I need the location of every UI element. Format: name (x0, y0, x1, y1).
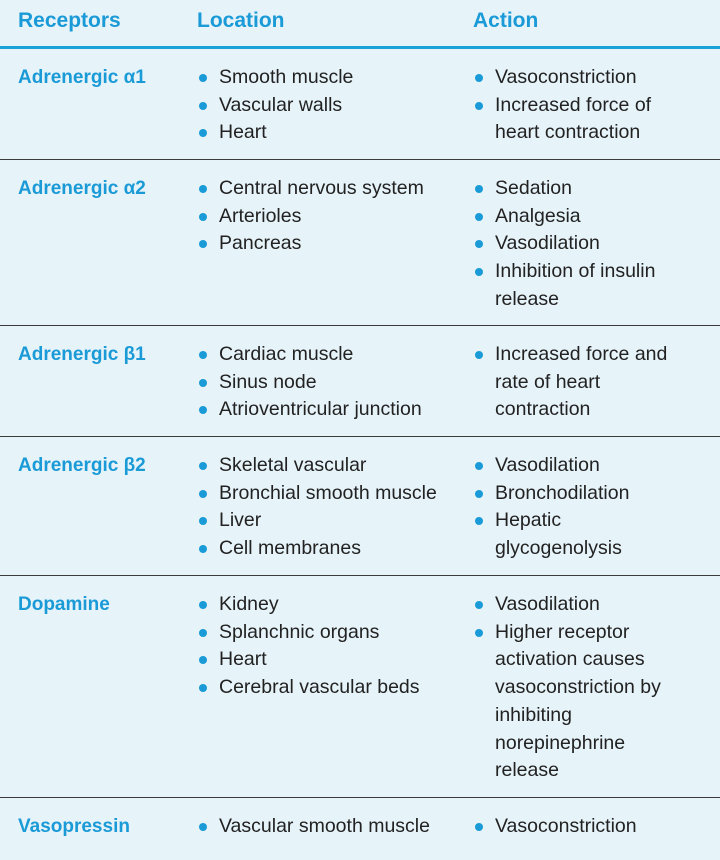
bullet-icon (475, 823, 483, 831)
bullet-icon (475, 185, 483, 193)
list-item (473, 203, 693, 231)
location-item: Cardiac muscle (219, 343, 354, 365)
action-item: Inhibition of insulin release (495, 260, 656, 310)
header-receptors: Receptors (18, 9, 121, 32)
list-item (197, 203, 467, 231)
list-item (197, 119, 467, 147)
location-item: Pancreas (219, 232, 302, 255)
list-item (197, 64, 467, 92)
list-item (197, 480, 467, 508)
bullet-icon (199, 102, 207, 110)
location-list (197, 175, 467, 258)
list-item (197, 341, 467, 369)
action-item: Vasodilation (495, 454, 600, 476)
receptor-name: Adrenergic α1 (18, 67, 146, 88)
location-item: Cell membranes (219, 537, 361, 560)
bullet-icon (199, 656, 207, 664)
bullet-icon (475, 240, 483, 248)
list-item (197, 230, 467, 258)
bullet-icon (475, 213, 483, 221)
table-body (0, 49, 720, 858)
action-item: Sedation (495, 177, 572, 199)
bullet-icon (199, 490, 207, 498)
bullet-icon (475, 490, 483, 498)
action-item: Hepatic glycogenolysis (495, 509, 622, 560)
action-item: Bronchodilation (495, 481, 630, 504)
bullet-icon (199, 684, 207, 692)
location-item: Heart (219, 648, 267, 671)
location-item: Vascular walls (219, 93, 343, 116)
list-item (197, 535, 467, 563)
bullet-icon (199, 351, 207, 359)
table-row (0, 437, 720, 576)
list-item (473, 341, 693, 424)
list-item (197, 92, 467, 120)
bullet-icon (199, 240, 207, 248)
action-item: Vasoconstriction (495, 815, 637, 837)
table-header (0, 0, 720, 49)
location-item: Sinus node (219, 370, 317, 393)
list-item (197, 396, 467, 424)
list-item (197, 175, 467, 203)
list-item (473, 258, 693, 313)
bullet-icon (199, 545, 207, 553)
action-item: Higher receptor activation causes vasoconstriction by inhibiting norepinephrine release (495, 620, 661, 782)
location-item: Cerebral vascular beds (219, 676, 420, 699)
list-item (197, 452, 467, 480)
bullet-icon (475, 462, 483, 470)
action-item: Vasodilation (495, 593, 600, 615)
bullet-icon (199, 213, 207, 221)
action-item: Analgesia (495, 204, 581, 227)
action-list (473, 341, 693, 424)
bullet-icon (475, 517, 483, 525)
table-row (0, 798, 720, 858)
bullet-icon (475, 74, 483, 82)
list-item (197, 591, 467, 619)
location-item: Kidney (219, 593, 279, 615)
receptor-name: Vasopressin (18, 816, 130, 837)
list-item (473, 64, 693, 92)
bullet-icon (475, 268, 483, 276)
action-list (473, 813, 693, 841)
location-item: Liver (219, 509, 262, 532)
bullet-icon (475, 601, 483, 609)
list-item (473, 452, 693, 480)
action-item: Vasodilation (495, 232, 600, 255)
bullet-icon (199, 823, 207, 831)
list-item (473, 813, 693, 841)
action-list (473, 175, 693, 314)
header-action: Action (473, 9, 539, 32)
header-location: Location (197, 9, 285, 32)
location-list (197, 813, 467, 841)
bullet-icon (475, 351, 483, 359)
bullet-icon (199, 517, 207, 525)
action-list (473, 452, 693, 563)
location-item: Smooth muscle (219, 66, 354, 88)
location-item: Heart (219, 121, 267, 144)
location-item: Bronchial smooth muscle (219, 481, 437, 504)
bullet-icon (475, 102, 483, 110)
list-item (197, 619, 467, 647)
bullet-icon (475, 629, 483, 637)
receptor-name: Adrenergic β2 (18, 455, 146, 476)
receptor-name: Dopamine (18, 594, 110, 615)
list-item (473, 230, 693, 258)
list-item (197, 369, 467, 397)
location-list (197, 452, 467, 563)
table-row (0, 49, 720, 160)
bullet-icon (199, 601, 207, 609)
receptor-name: Adrenergic α2 (18, 178, 146, 199)
list-item (473, 175, 693, 203)
location-list (197, 591, 467, 702)
table-row (0, 326, 720, 437)
list-item (473, 92, 693, 147)
location-item: Vascular smooth muscle (219, 815, 430, 837)
location-item: Atrioventricular junction (219, 398, 422, 421)
bullet-icon (199, 462, 207, 470)
bullet-icon (199, 74, 207, 82)
location-item: Central nervous system (219, 177, 424, 199)
bullet-icon (199, 379, 207, 387)
location-list (197, 341, 467, 424)
location-item: Splanchnic organs (219, 620, 380, 643)
action-list (473, 591, 693, 785)
location-list (197, 64, 467, 147)
list-item (197, 646, 467, 674)
bullet-icon (199, 629, 207, 637)
list-item (473, 591, 693, 619)
action-item: Increased force of heart contraction (495, 93, 652, 144)
bullet-icon (199, 406, 207, 414)
receptor-name: Adrenergic β1 (18, 344, 146, 365)
list-item (197, 813, 467, 841)
location-item: Skeletal vascular (219, 454, 367, 476)
bullet-icon (199, 185, 207, 193)
table-row (0, 160, 720, 326)
action-item: Vasoconstriction (495, 66, 637, 88)
location-item: Arterioles (219, 204, 302, 227)
bullet-icon (199, 129, 207, 137)
list-item (473, 507, 693, 562)
table-row (0, 576, 720, 798)
list-item (197, 507, 467, 535)
list-item (473, 619, 693, 785)
action-item: Increased force and rate of heart contraction (495, 343, 668, 421)
action-list (473, 64, 693, 147)
list-item (473, 480, 693, 508)
list-item (197, 674, 467, 702)
